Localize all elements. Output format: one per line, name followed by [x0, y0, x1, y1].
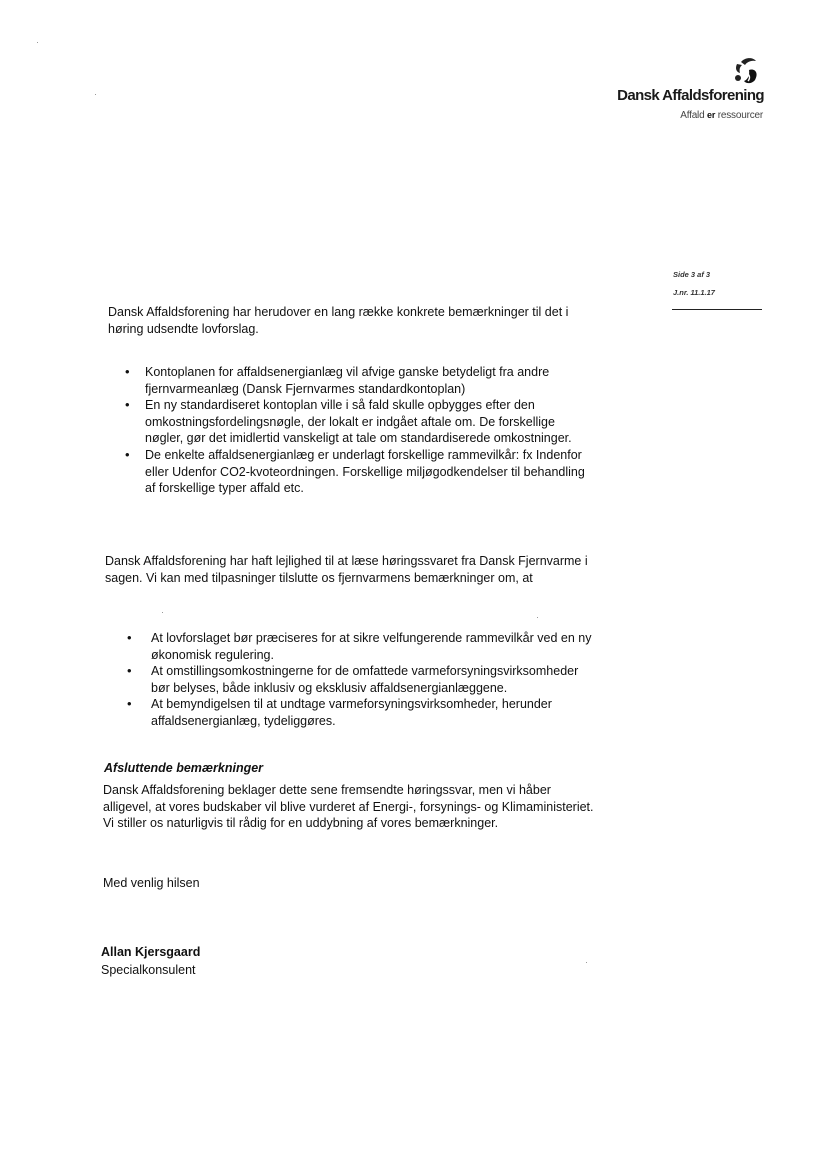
signature-name: Allan Kjersgaard [101, 945, 201, 959]
page-number: Side 3 af 3 [673, 270, 711, 279]
remarks-list [125, 364, 595, 497]
closing-paragraph: Dansk Affaldsforening beklager dette sene fremsendte høringssvar, men vi håber alligevel, at vores budskaber vil blive vurderet af Energi-, forsynings- og Klimaministeriet. Vi stiller os naturligvis til rådig for en uddybning af vores bemærkninger. [103, 783, 594, 831]
list-item: • At lovforslaget bør præciseres for at sikre velfungerende rammevilkår ved en ny økonomisk regulering. [127, 630, 597, 663]
scan-speck [162, 612, 163, 613]
page-meta [673, 269, 763, 305]
signature-title: Specialkonsulent [101, 963, 196, 977]
meta-divider [672, 309, 762, 310]
list-item: • At omstillingsomkostningerne for de omfattede varmeforsyningsvirksomheder bør belyses, både inklusiv og eksklusiv affaldsenergianlæggene. [127, 663, 597, 696]
scan-speck [586, 962, 587, 963]
logo-tagline: Affald er ressourcer [680, 110, 763, 121]
list-item: • De enkelte affaldsenergianlæg er underlagt forskellige rammevilkår: fx Indenfor eller Udenfor CO2-kvoteordningen. Forskellige miljøgodkendelser til behandling af forskellige typer affald etc. [125, 447, 595, 497]
list-item: • At bemyndigelsen til at undtage varmeforsyningsvirksomheder, herunder affaldsenergianlæg, tydeliggøres. [127, 696, 597, 729]
scan-speck [95, 94, 96, 95]
list-item: • Kontoplanen for affaldsenergianlæg vil afvige ganske betydeligt fra andre fjernvarmeanlæg (Dansk Fjernvarmes standardkontoplan) [125, 364, 595, 397]
logo-wordmark: Dansk Affaldsforening [617, 87, 764, 104]
support-intro-paragraph: Dansk Affaldsforening har haft lejlighed til at læse høringssvaret fra Dansk Fjernvarme i sagen. Vi kan med tilpasninger tilslutte os fjernvarmens bemærkninger om, at [105, 554, 588, 585]
journal-number: J.nr. 11.1.17 [673, 288, 715, 297]
intro-paragraph: Dansk Affaldsforening har herudover en lang række konkrete bemærkninger til det i høring udsendte lovforslag. [108, 305, 569, 336]
greeting: Med venlig hilsen [103, 876, 200, 890]
scan-speck [37, 42, 38, 43]
support-points-list [127, 630, 597, 730]
scan-speck [537, 617, 538, 618]
list-item: • En ny standardiseret kontoplan ville i så fald skulle opbygges efter den omkostningsfordelingsnøgle, der lokalt er indgået aftale om. De forskellige nøgler, gør det imidlertid vanskeligt at tale om standardiserede omkostninger. [125, 397, 595, 447]
recycle-leaf-icon [727, 56, 763, 86]
closing-heading: Afsluttende bemærkninger [104, 761, 264, 775]
